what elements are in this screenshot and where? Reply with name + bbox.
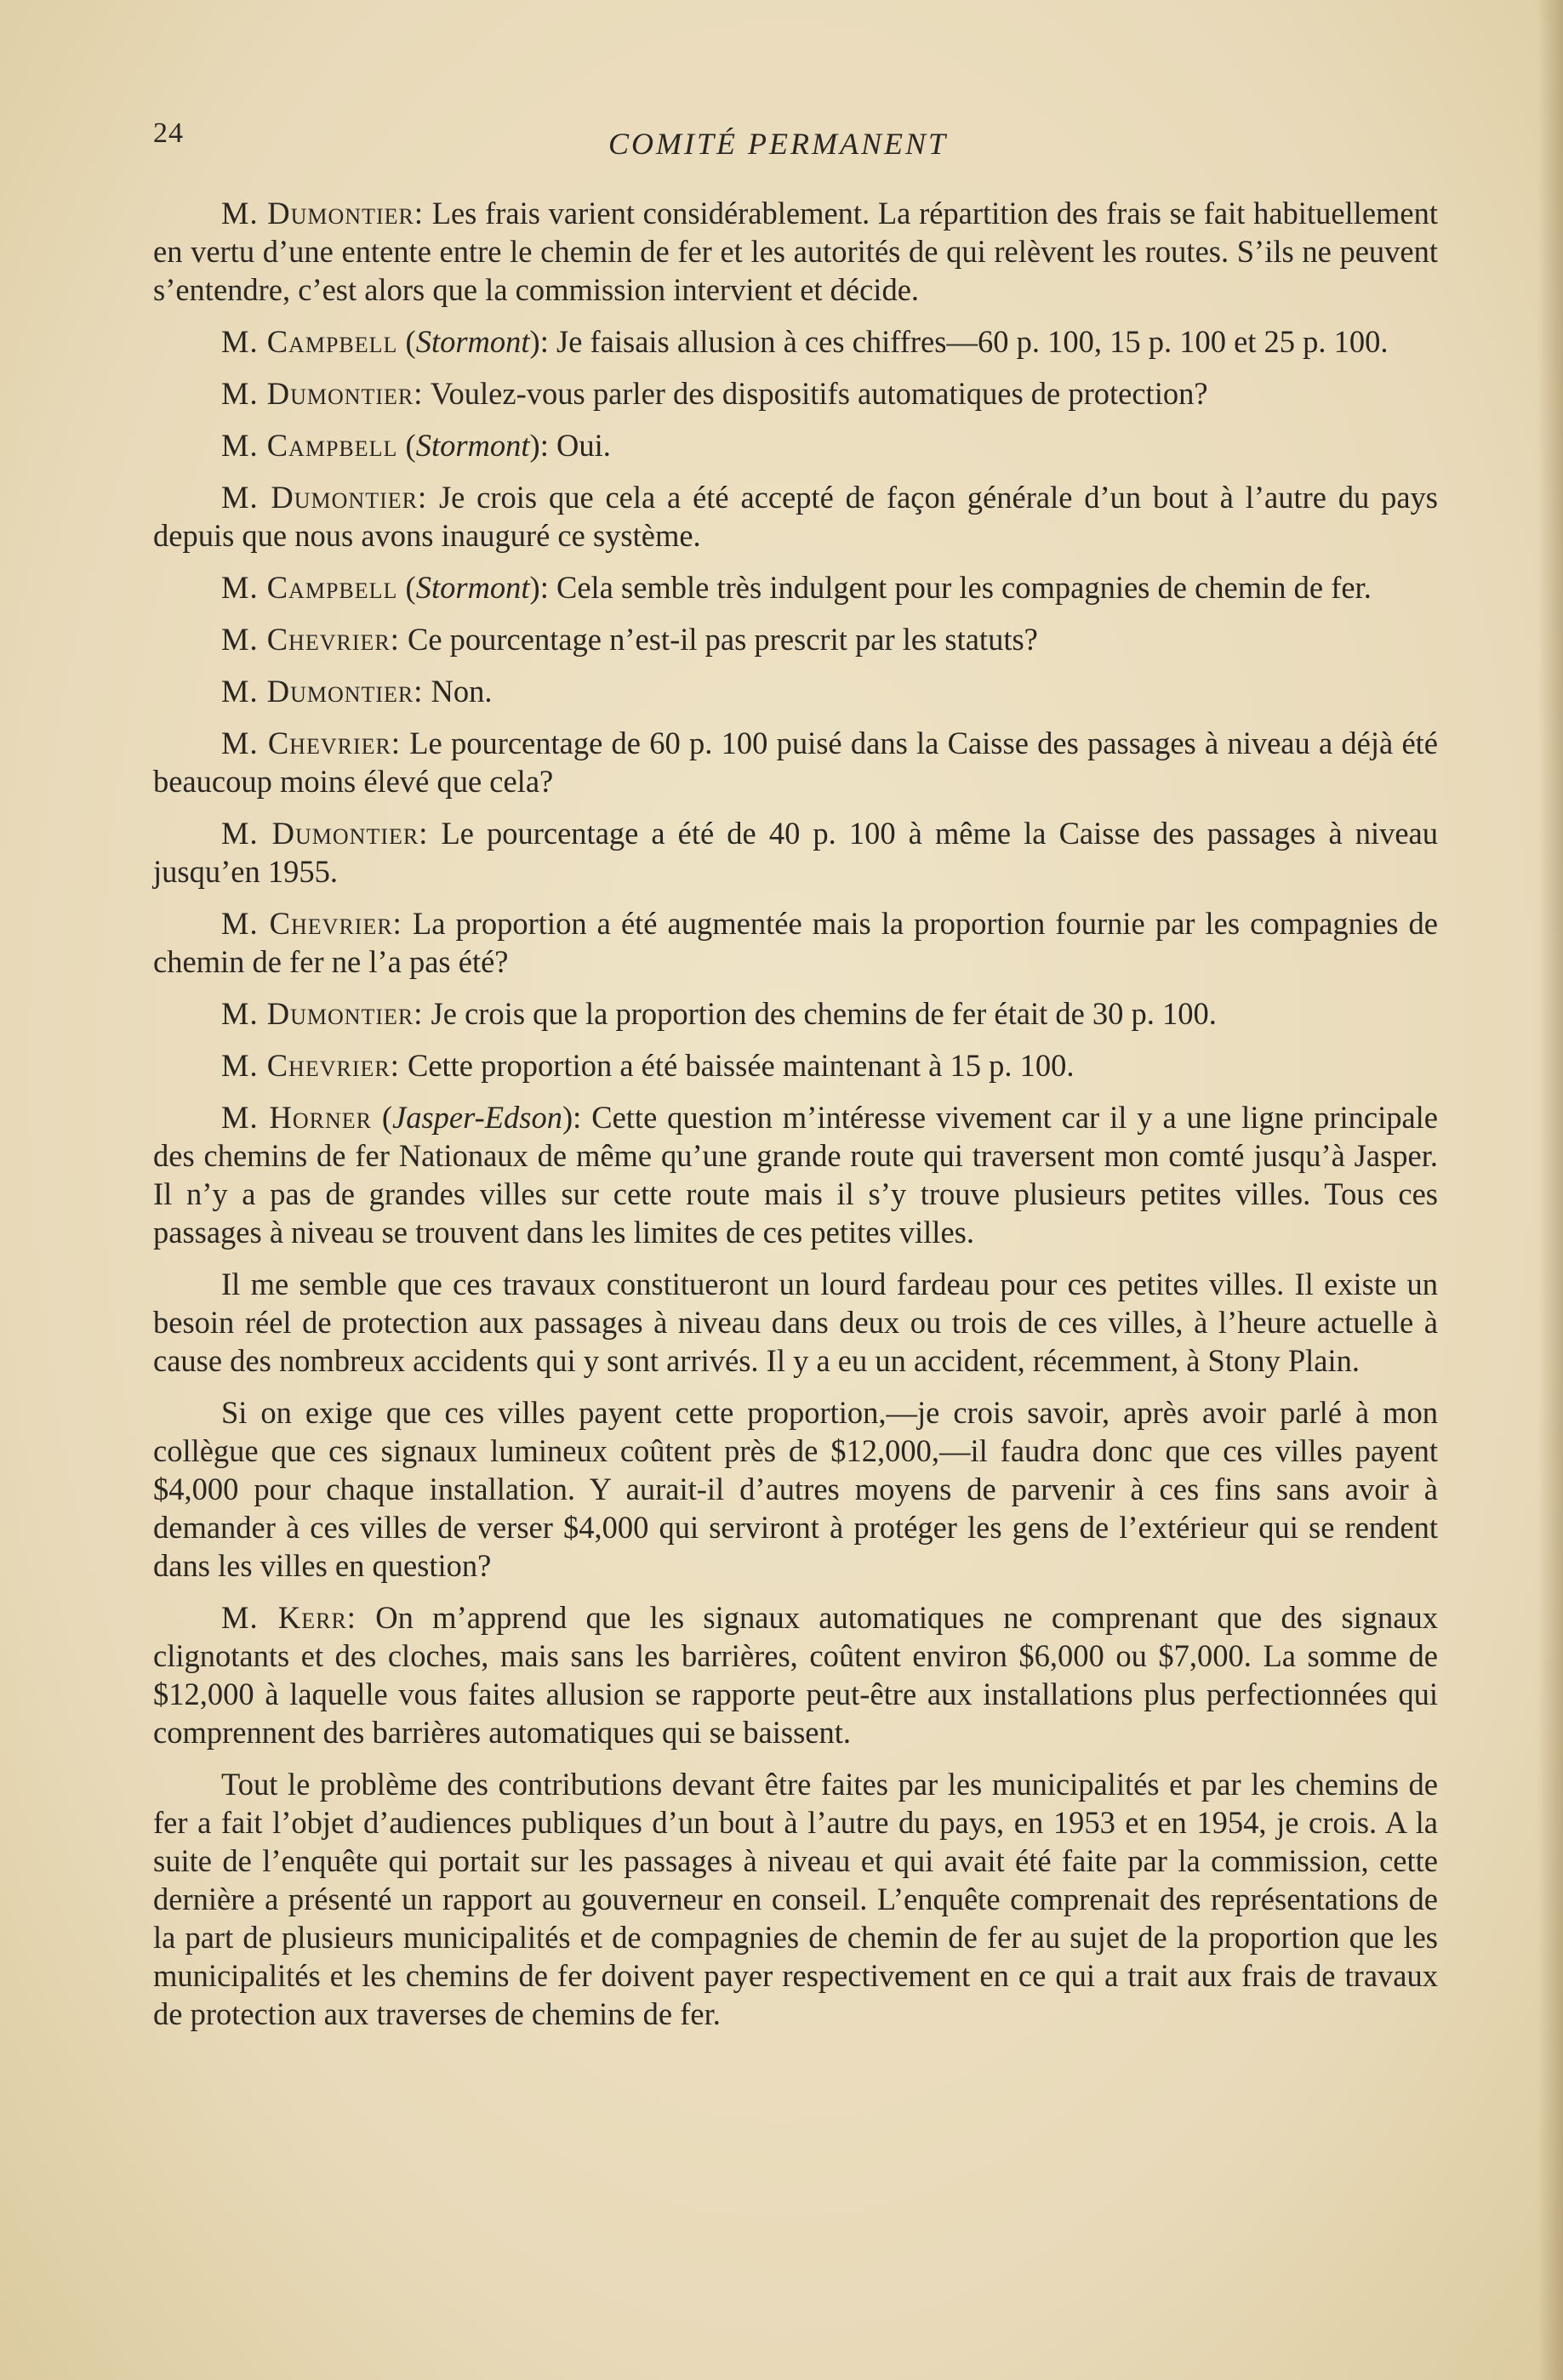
page-header <box>0 111 1563 162</box>
paragraph-text: Voulez-vous parler des dispositifs automatiques de protection? <box>430 376 1208 411</box>
body-paragraph: M. Campbell (Stormont): Cela semble très indulgent pour les compagnies de chemin de fer. <box>221 570 1372 605</box>
paragraph-text: Cela semble très indulgent pour les compagnies de chemin de fer. <box>556 570 1372 605</box>
paragraph-text: Ce pourcentage n’est-il pas prescrit par les statuts? <box>407 622 1038 657</box>
body-paragraph <box>153 672 1438 710</box>
body-paragraph <box>153 1393 1438 1585</box>
paragraph-text: Je faisais allusion à ces chiffres—60 p. 100, 15 p. 100 et 25 p. 100. <box>556 324 1389 359</box>
speaker-name: M. Chevrier: <box>221 1048 400 1083</box>
speaker-name: M. Dumontier: <box>221 816 429 851</box>
paragraph-text: Je crois que la proportion des chemins de fer était de 30 p. 100. <box>431 996 1217 1031</box>
body-paragraph <box>153 194 1438 309</box>
body-paragraph: M. Campbell (Stormont): Je faisais allusion à ces chiffres—60 p. 100, 15 p. 100 et 25 p. 100. <box>221 324 1389 359</box>
paragraph-text: Cette question m’intéresse vivement car il y a une ligne principale des chemins de fer Nationaux de même qu’une grande route qui traversent mon comté jusqu’à Jasper. Il n’y a pas de grandes villes sur cette route mais il s’y trouve plusieurs petites villes. Tous ces passages à niveau se trouvent dans les limites de ces petites villes. <box>153 1100 1439 1250</box>
body-paragraph: M. Horner (Jasper-Edson): Cette question m’intéresse vivement car il y a une ligne principale des chemins de fer Nationaux de même qu’une grande route qui traversent mon comté jusqu’à Jasper. Il n’y a pas de grandes villes sur cette route mais il s’y trouve plusieurs petites villes. Tous ces passages à niveau se trouvent dans les limites de ces petites villes. <box>153 1100 1439 1250</box>
body-paragraph <box>153 478 1438 555</box>
page-number: 24 <box>153 117 184 149</box>
body-paragraph <box>153 620 1438 658</box>
running-title: COMITÉ PERMANENT <box>608 127 948 161</box>
riding-name: Jasper-Edson <box>392 1100 563 1135</box>
speaker-punctuation: : <box>573 1100 582 1135</box>
riding-name: Stormont <box>415 428 530 463</box>
body-paragraph <box>153 724 1438 800</box>
paragraph-text: Les frais varient considérablement. La répartition des frais se fait habituellement en vertu d’une entente entre le chemin de fer et les autorités de qui relèvent les routes. S’ils ne peuvent s’entendre, c’est alors que la commission intervient et décide. <box>153 196 1439 307</box>
paragraph-text: Il me semble que ces travaux constitueront un lourd fardeau pour ces petites villes. Il existe un besoin réel de protection aux passages à niveau dans deux ou trois de ces villes, à l’heure actuelle à cause des nombreux accidents qui y sont arrivés. Il y a eu un accident, récemment, à Stony Plain. <box>153 1267 1438 1378</box>
speaker-name: M. Campbell <box>221 570 398 605</box>
paragraph-text: Le pourcentage a été de 40 p. 100 à même la Caisse des passages à niveau jusqu’en 1955. <box>153 816 1439 889</box>
body-paragraph <box>153 1265 1438 1380</box>
speaker-name: M. Chevrier: <box>221 906 402 941</box>
riding-name: Stormont <box>415 324 530 359</box>
speaker-name: M. Dumontier: <box>221 376 424 411</box>
riding-name: Stormont <box>415 570 530 605</box>
paragraph-text: La proportion a été augmentée mais la proportion fournie par les compagnies de chemin de fer ne l’a pas été? <box>153 906 1439 979</box>
page-body <box>153 194 1438 2047</box>
speaker-name: M. Chevrier: <box>221 726 401 760</box>
paragraph-text: Je crois que cela a été accepté de façon générale d’un bout à l’autre du pays depuis que nous avons inauguré ce système. <box>153 480 1438 553</box>
speaker-name: M. Dumontier: <box>221 480 428 515</box>
speaker-name: M. Horner <box>221 1100 372 1135</box>
paragraph-text: On m’apprend que les signaux automatiques ne comprenant que des signaux clignotants et des cloches, mais sans les barrières, coûtent environ $6,000 ou $7,000. La somme de $12,000 à laquelle vous faites allusion se rapporte peut-être aux installations plus perfectionnées qui comprennent des barrières automatiques qui se baissent. <box>153 1600 1439 1750</box>
speaker-name: M. Chevrier: <box>221 622 400 657</box>
paragraph-text: Non. <box>431 674 493 709</box>
body-paragraph <box>153 1598 1438 1751</box>
speaker-name: M. Kerr: <box>221 1600 357 1635</box>
body-paragraph <box>153 374 1438 413</box>
speaker-name: M. Dumontier: <box>221 674 424 709</box>
speaker-name: M. Dumontier: <box>221 196 424 231</box>
body-paragraph <box>153 1046 1438 1085</box>
body-paragraph <box>153 814 1438 891</box>
speaker-punctuation: : <box>539 428 549 463</box>
paragraph-text: Le pourcentage de 60 p. 100 puisé dans la Caisse des passages à niveau a déjà été beaucoup moins élevé que cela? <box>153 726 1438 799</box>
paragraph-text: Si on exige que ces villes payent cette proportion,—je crois savoir, après avoir parlé à mon collègue que ces signaux lumineux coûtent près de $12,000,—il faudra donc que ces villes payent $4,000 pour chaque installation. Y aurait-il d’autres moyens de parvenir à ces fins sans avoir à demander à ces villes de verser $4,000 qui serviront à protéger les gens de l’extérieur qui se rendent dans les villes en question? <box>153 1395 1438 1583</box>
page-edge-shadow <box>1537 0 1563 2380</box>
body-paragraph: M. Campbell (Stormont): Oui. <box>221 428 611 463</box>
speaker-name: M. Campbell <box>221 428 398 463</box>
body-paragraph <box>153 1765 1438 2033</box>
paragraph-text: Tout le problème des contributions devant être faites par les municipalités et par les chemins de fer a fait l’objet d’audiences publiques d’un bout à l’autre du pays, en 1953 et en 1954, je crois. A la suite de l’enquête qui portait sur les passages à niveau et qui avait été faite par la commission, cette dernière a présenté un rapport au gouverneur en conseil. L’enquête comprenait des représentations de la part de plusieurs municipalités et de compagnies de chemin de fer au sujet de la proportion que les municipalités et les chemins de fer doivent payer respectivement en ce qui a trait aux frais de travaux de protection aux traverses de chemins de fer. <box>153 1767 1438 2031</box>
paragraph-text: Cette proportion a été baissée maintenant à 15 p. 100. <box>407 1048 1075 1083</box>
body-paragraph <box>153 994 1438 1033</box>
paragraph-text: Oui. <box>556 428 611 463</box>
speaker-name: M. Campbell <box>221 324 398 359</box>
body-paragraph <box>153 904 1438 981</box>
speaker-punctuation: : <box>539 324 549 359</box>
speaker-name: M. Dumontier: <box>221 996 424 1031</box>
speaker-punctuation: : <box>539 570 549 605</box>
